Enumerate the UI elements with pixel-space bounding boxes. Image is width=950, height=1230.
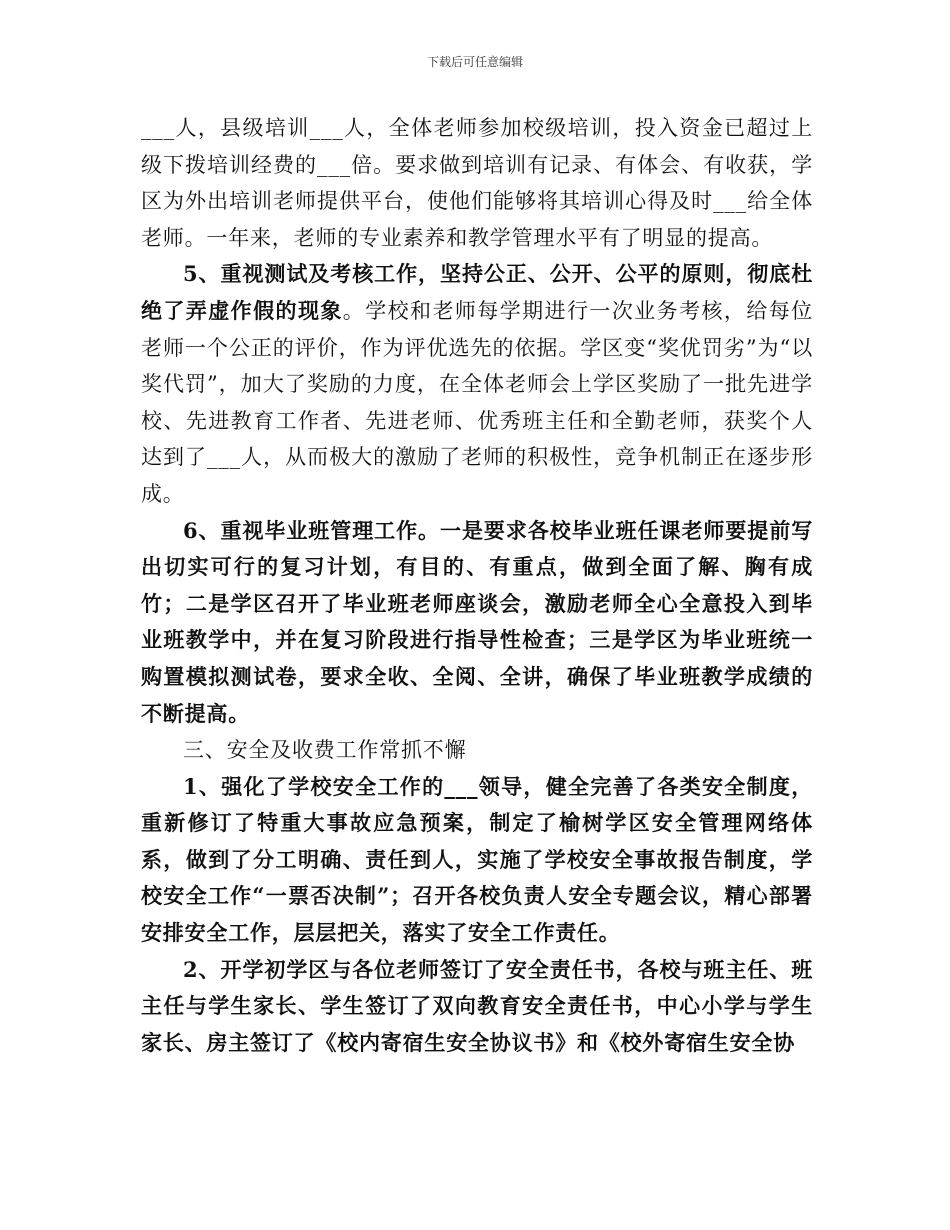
paragraph-text: 1、强化了学校安全工作的___领导，健全完善了各类安全制度，重新修订了特重大事故应急预案，制定了榆树学区安全管理网络体系，做到了分工明确、责任到人，实施了学校安全事故报告制度，学校安全工作“一票否决制”；召开各校负责人安全专题会议，精心部署安排安全工作，层层把关，落实了安全工作责任。 xyxy=(141,773,813,946)
paragraph-graduating-class xyxy=(141,513,813,733)
paragraph-safety-agreements xyxy=(141,952,813,1062)
paragraph-text: ___人，县级培训___人，全体老师参加校级培训，投入资金已超过上级下拨培训经费的___倍。要求做到培训有记录、有体会、有收获，学区为外出培训老师提供平台，使他们能够将其培训心得及时___给全体老师。一年来，老师的专业素养和教学管理水平有了明显的提高。 xyxy=(141,116,813,250)
document-body xyxy=(141,110,813,1061)
paragraph-assessment xyxy=(141,256,813,512)
paragraph-heading: 5、重视测试及考核工作，坚持公正、公开、公平的原则，彻底杜绝了弄虚作假的现象 xyxy=(141,261,813,323)
paragraph-text: 。学校和老师每学期进行一次业务考核，给每位老师一个公正的评价，作为评优选先的依据。学区变“奖优罚劣”为“以奖代罚”，加大了奖励的力度，在全体老师会上学区奖励了一批先进学校、先进教育工作者、先进老师、优秀班主任和全勤老师，获奖个人达到了___人，从而极大的激励了老师的积极性，竞争机制正在逐步形成。 xyxy=(141,298,813,506)
paragraph-text: 2、开学初学区与各位老师签订了安全责任书，各校与班主任、班主任与学生家长、学生签订了双向教育安全责任书，中心小学与学生家长、房主签订了《校内寄宿生安全协议书》和《校外寄宿生安全协 xyxy=(141,956,813,1055)
page-header: 下载后可任意编辑 xyxy=(426,55,523,69)
paragraph-safety-leadership xyxy=(141,769,813,952)
paragraph-text: 6、重视毕业班管理工作。一是要求各校毕业班任课老师要提前写出切实可行的复习计划，有目的、有重点，做到全面了解、胸有成竹；二是学区召开了毕业班老师座谈会，激励老师全心全意投入到毕业班教学中，并在复习阶段进行指导性检查；三是学区为毕业班统一购置模拟测试卷，要求全收、全阅、全讲，确保了毕业班教学成绩的不断提高。 xyxy=(141,517,813,726)
section-title-safety xyxy=(141,732,813,769)
paragraph-training xyxy=(141,110,813,256)
section-title-text: 三、安全及收费工作常抓不懈 xyxy=(183,738,467,763)
